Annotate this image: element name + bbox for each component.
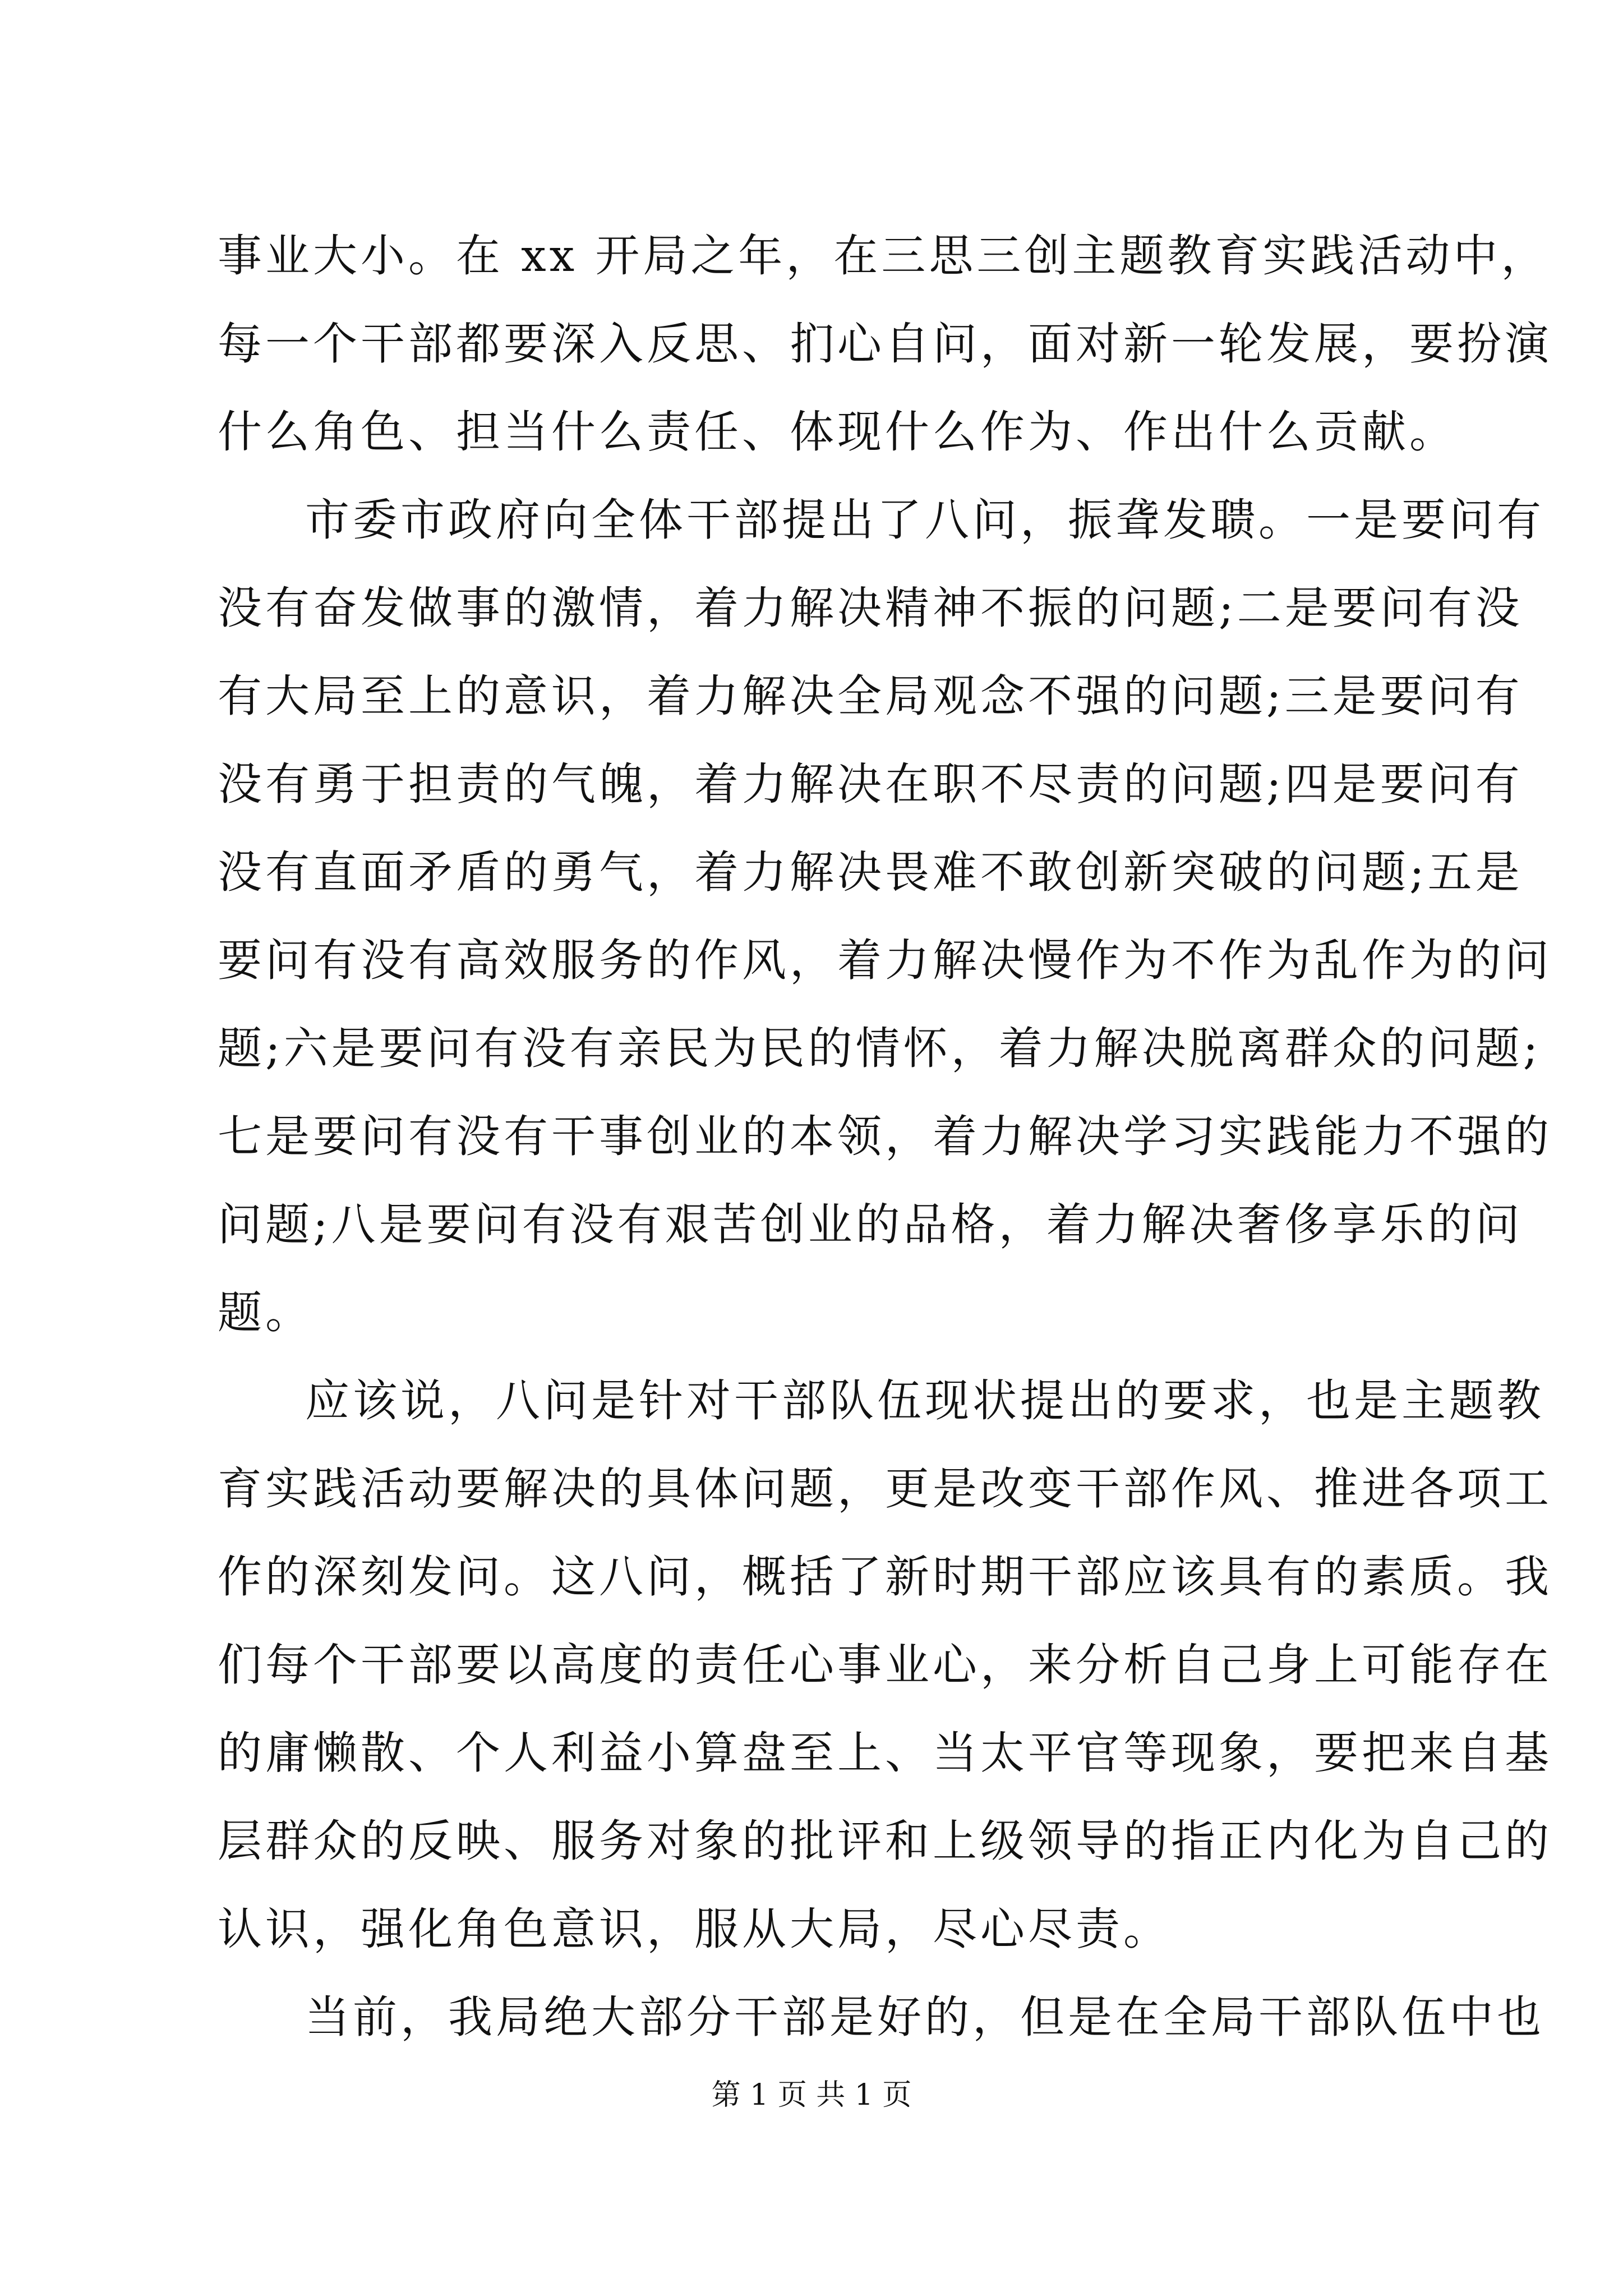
text-line: 问题;八是要问有没有艰苦创业的品格，着力解决奢侈享乐的问	[218, 1199, 1523, 1250]
text-line: 有大局至上的意识，着力解决全局观念不强的问题;三是要问有	[218, 670, 1523, 722]
text-line: 要问有没有高效服务的作风，着力解决慢作为不作为乱作为的问	[218, 935, 1552, 986]
text-line: 认识，强化角色意识，服从大局，尽心尽责。	[218, 1903, 1171, 1955]
text-line: 每一个干部都要深入反思、扪心自问，面对新一轮发展，要扮演	[218, 318, 1552, 370]
paragraph-first-line: 市委市政府向全体干部提出了八问，振聋发聩。一是要问有	[305, 494, 1544, 546]
text-line: 的庸懒散、个人利益小算盘至上、当太平官等现象，要把来自基	[218, 1727, 1552, 1779]
text-line: 层群众的反映、服务对象的批评和上级领导的指正内化为自己的	[218, 1815, 1552, 1867]
paragraph-first-line: 应该说，八问是针对干部队伍现状提出的要求，也是主题教	[305, 1375, 1544, 1427]
text-line: 什么角色、担当什么责任、体现什么作为、作出什么贡献。	[218, 406, 1457, 458]
page-number-footer: 第 1 页 共 1 页	[711, 2078, 912, 2112]
text-line: 们每个干部要以高度的责任心事业心，来分析自己身上可能存在	[218, 1639, 1552, 1691]
text-line: 七是要问有没有干事创业的本领，着力解决学习实践能力不强的	[218, 1111, 1552, 1162]
text-line: 没有奋发做事的激情，着力解决精神不振的问题;二是要问有没	[218, 582, 1523, 634]
text-line: 没有勇于担责的气魄，着力解决在职不尽责的问题;四是要问有	[218, 758, 1523, 810]
text-line: 题;六是要问有没有亲民为民的情怀，着力解决脱离群众的问题;	[218, 1023, 1542, 1074]
text-line: 事业大小。在 xx 开局之年，在三思三创主题教育实践活动中，	[218, 230, 1549, 282]
paragraph-first-line: 当前，我局绝大部分干部是好的，但是在全局干部队伍中也	[305, 1991, 1544, 2043]
text-line: 题。	[218, 1287, 313, 1338]
text-line: 作的深刻发问。这八问，概括了新时期干部应该具有的素质。我	[218, 1551, 1552, 1603]
text-line: 没有直面矛盾的勇气，着力解决畏难不敢创新突破的问题;五是	[218, 846, 1523, 898]
text-line: 育实践活动要解决的具体问题，更是改变干部作风、推进各项工	[218, 1463, 1552, 1515]
